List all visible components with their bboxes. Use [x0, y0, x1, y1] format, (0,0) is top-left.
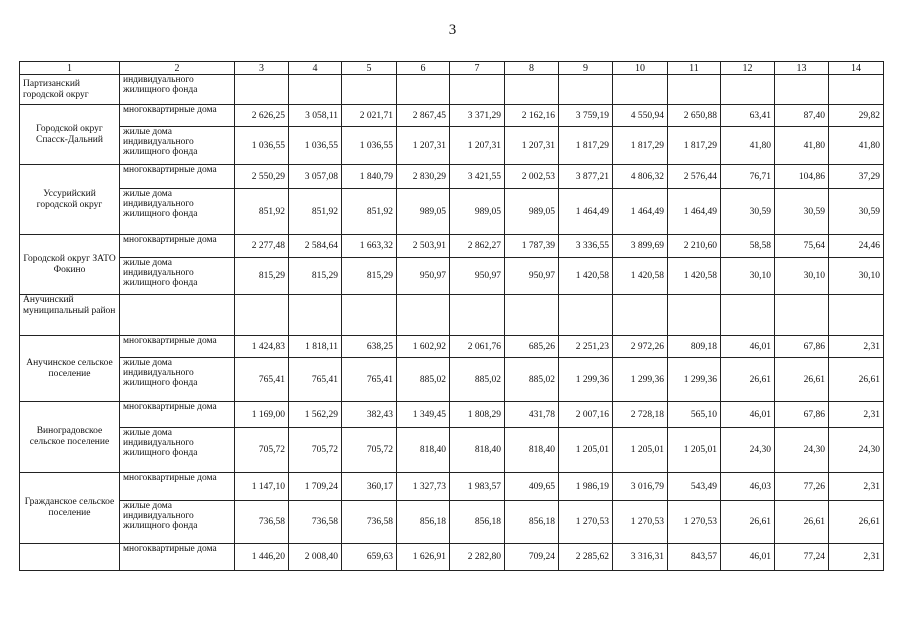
- value-cell: 3 371,29: [450, 105, 505, 127]
- district-name: Городской округ ЗАТО Фокино: [20, 235, 120, 295]
- value-cell: [235, 75, 289, 105]
- value-cell: 736,58: [342, 501, 397, 544]
- value-cell: 46,01: [721, 544, 775, 571]
- value-cell: 818,40: [397, 428, 450, 473]
- value-cell: 709,24: [505, 544, 559, 571]
- value-cell: 104,86: [775, 165, 829, 189]
- table-row: [20, 127, 884, 165]
- column-header-4: 4: [289, 62, 342, 75]
- value-cell: [559, 295, 613, 336]
- value-cell: 26,61: [829, 358, 884, 402]
- value-cell: [289, 295, 342, 336]
- value-cell: 26,61: [721, 501, 775, 544]
- value-cell: 818,40: [505, 428, 559, 473]
- value-cell: 3 316,31: [613, 544, 668, 571]
- value-cell: [235, 295, 289, 336]
- table-row: [20, 402, 884, 428]
- value-cell: 30,59: [829, 189, 884, 235]
- value-cell: 1 626,91: [397, 544, 450, 571]
- table-row: [20, 75, 884, 105]
- value-cell: 24,30: [721, 428, 775, 473]
- value-cell: 856,18: [450, 501, 505, 544]
- column-header-2: 2: [120, 62, 235, 75]
- value-cell: 2 021,71: [342, 105, 397, 127]
- value-cell: 1 420,58: [668, 258, 721, 295]
- value-cell: [668, 295, 721, 336]
- value-cell: 1 299,36: [559, 358, 613, 402]
- housing-type: жилые дома индивидуального жилищного фонда: [120, 189, 235, 235]
- value-cell: [775, 75, 829, 105]
- housing-type: [120, 295, 235, 336]
- value-cell: 2 503,91: [397, 235, 450, 258]
- district-name: Городской округ Спасск-Дальний: [20, 105, 120, 165]
- value-cell: 815,29: [342, 258, 397, 295]
- value-cell: 24,30: [829, 428, 884, 473]
- housing-type: многоквартирные дома: [120, 402, 235, 428]
- value-cell: 30,10: [721, 258, 775, 295]
- value-cell: 843,57: [668, 544, 721, 571]
- value-cell: 67,86: [775, 402, 829, 428]
- value-cell: 3 421,55: [450, 165, 505, 189]
- value-cell: 856,18: [505, 501, 559, 544]
- column-header-6: 6: [397, 62, 450, 75]
- district-name: Партизанский городской округ: [20, 75, 120, 105]
- value-cell: 2 210,60: [668, 235, 721, 258]
- value-cell: 1 817,29: [613, 127, 668, 165]
- value-cell: 2,31: [829, 336, 884, 358]
- value-cell: 1 663,32: [342, 235, 397, 258]
- value-cell: [289, 75, 342, 105]
- value-cell: 2 584,64: [289, 235, 342, 258]
- value-cell: 26,61: [721, 358, 775, 402]
- column-header-9: 9: [559, 62, 613, 75]
- value-cell: 2 002,53: [505, 165, 559, 189]
- value-cell: 1 817,29: [668, 127, 721, 165]
- value-cell: 765,41: [342, 358, 397, 402]
- value-cell: 41,80: [775, 127, 829, 165]
- column-header-11: 11: [668, 62, 721, 75]
- value-cell: 24,30: [775, 428, 829, 473]
- district-name: Анучинский муниципальный район: [20, 295, 120, 336]
- value-cell: 46,01: [721, 336, 775, 358]
- value-cell: 2,31: [829, 544, 884, 571]
- value-cell: 77,24: [775, 544, 829, 571]
- column-header-12: 12: [721, 62, 775, 75]
- value-cell: [505, 295, 559, 336]
- value-cell: 815,29: [235, 258, 289, 295]
- value-cell: 1 270,53: [559, 501, 613, 544]
- value-cell: [342, 295, 397, 336]
- housing-type: жилые дома индивидуального жилищного фонда: [120, 358, 235, 402]
- housing-type: многоквартирные дома: [120, 105, 235, 127]
- value-cell: 46,01: [721, 402, 775, 428]
- value-cell: 950,97: [450, 258, 505, 295]
- value-cell: 1 464,49: [668, 189, 721, 235]
- value-cell: 2 862,27: [450, 235, 505, 258]
- column-header-7: 7: [450, 62, 505, 75]
- value-cell: [668, 75, 721, 105]
- column-header-3: 3: [235, 62, 289, 75]
- value-cell: 705,72: [289, 428, 342, 473]
- table-row: [20, 165, 884, 189]
- table-row: [20, 358, 884, 402]
- housing-type: многоквартирные дома: [120, 235, 235, 258]
- value-cell: 26,61: [775, 501, 829, 544]
- value-cell: 1 205,01: [668, 428, 721, 473]
- value-cell: [613, 295, 668, 336]
- value-cell: 3 336,55: [559, 235, 613, 258]
- value-cell: 2 162,16: [505, 105, 559, 127]
- value-cell: 2 007,16: [559, 402, 613, 428]
- value-cell: 46,03: [721, 473, 775, 501]
- value-cell: 30,59: [721, 189, 775, 235]
- value-cell: 1 207,31: [450, 127, 505, 165]
- value-cell: 1 299,36: [613, 358, 668, 402]
- district-name: Виноградовское сельское поселение: [20, 402, 120, 473]
- table-row: [20, 336, 884, 358]
- value-cell: 2 008,40: [289, 544, 342, 571]
- value-cell: [342, 75, 397, 105]
- value-cell: 409,65: [505, 473, 559, 501]
- value-cell: 382,43: [342, 402, 397, 428]
- housing-type: многоквартирные дома: [120, 544, 235, 571]
- column-number-row: [20, 62, 884, 75]
- value-cell: 809,18: [668, 336, 721, 358]
- value-cell: 29,82: [829, 105, 884, 127]
- value-cell: 851,92: [342, 189, 397, 235]
- value-cell: 1 464,49: [559, 189, 613, 235]
- value-cell: 2 285,62: [559, 544, 613, 571]
- table-row: [20, 105, 884, 127]
- value-cell: 659,63: [342, 544, 397, 571]
- value-cell: 67,86: [775, 336, 829, 358]
- housing-type: многоквартирные дома: [120, 473, 235, 501]
- column-header-1: 1: [20, 62, 120, 75]
- value-cell: 1 562,29: [289, 402, 342, 428]
- value-cell: 543,49: [668, 473, 721, 501]
- table-row: [20, 501, 884, 544]
- value-cell: 989,05: [450, 189, 505, 235]
- table-row: [20, 258, 884, 295]
- value-cell: [505, 75, 559, 105]
- value-cell: 2 650,88: [668, 105, 721, 127]
- value-cell: 431,78: [505, 402, 559, 428]
- value-cell: 1 270,53: [668, 501, 721, 544]
- value-cell: 3 057,08: [289, 165, 342, 189]
- value-cell: 3 058,11: [289, 105, 342, 127]
- value-cell: [397, 75, 450, 105]
- value-cell: 1 207,31: [505, 127, 559, 165]
- table-row: [20, 428, 884, 473]
- housing-type: индивидуального жилищного фонда: [120, 75, 235, 105]
- value-cell: 1 709,24: [289, 473, 342, 501]
- value-cell: 30,59: [775, 189, 829, 235]
- value-cell: 736,58: [235, 501, 289, 544]
- value-cell: 1 983,57: [450, 473, 505, 501]
- value-cell: 1 169,00: [235, 402, 289, 428]
- value-cell: 24,46: [829, 235, 884, 258]
- value-cell: 77,26: [775, 473, 829, 501]
- value-cell: 2 550,29: [235, 165, 289, 189]
- value-cell: 765,41: [235, 358, 289, 402]
- table-row: [20, 473, 884, 501]
- value-cell: 30,10: [829, 258, 884, 295]
- value-cell: 565,10: [668, 402, 721, 428]
- value-cell: 2 626,25: [235, 105, 289, 127]
- column-header-10: 10: [613, 62, 668, 75]
- value-cell: 87,40: [775, 105, 829, 127]
- value-cell: 63,41: [721, 105, 775, 127]
- value-cell: 989,05: [397, 189, 450, 235]
- value-cell: 1 299,36: [668, 358, 721, 402]
- value-cell: [721, 75, 775, 105]
- value-cell: 3 759,19: [559, 105, 613, 127]
- district-name: Анучинское сельское поселение: [20, 336, 120, 402]
- value-cell: 2 576,44: [668, 165, 721, 189]
- housing-type: жилые дома индивидуального жилищного фонда: [120, 428, 235, 473]
- value-cell: 736,58: [289, 501, 342, 544]
- value-cell: 1 424,83: [235, 336, 289, 358]
- value-cell: [829, 295, 884, 336]
- tariff-table: [19, 61, 884, 571]
- value-cell: 2 867,45: [397, 105, 450, 127]
- value-cell: 1 817,29: [559, 127, 613, 165]
- value-cell: 851,92: [289, 189, 342, 235]
- district-name: Уссурийский городской округ: [20, 165, 120, 235]
- value-cell: 851,92: [235, 189, 289, 235]
- value-cell: 26,61: [829, 501, 884, 544]
- value-cell: 1 207,31: [397, 127, 450, 165]
- value-cell: [613, 75, 668, 105]
- value-cell: 3 877,21: [559, 165, 613, 189]
- value-cell: 2 277,48: [235, 235, 289, 258]
- value-cell: 638,25: [342, 336, 397, 358]
- value-cell: 30,10: [775, 258, 829, 295]
- value-cell: 705,72: [342, 428, 397, 473]
- district-name: [20, 544, 120, 571]
- value-cell: [397, 295, 450, 336]
- value-cell: 885,02: [505, 358, 559, 402]
- value-cell: 815,29: [289, 258, 342, 295]
- value-cell: 2 061,76: [450, 336, 505, 358]
- value-cell: 1 986,19: [559, 473, 613, 501]
- value-cell: 76,71: [721, 165, 775, 189]
- value-cell: 58,58: [721, 235, 775, 258]
- value-cell: 1 464,49: [613, 189, 668, 235]
- table-row: [20, 295, 884, 336]
- value-cell: [450, 75, 505, 105]
- value-cell: 685,26: [505, 336, 559, 358]
- value-cell: 2 251,23: [559, 336, 613, 358]
- value-cell: [829, 75, 884, 105]
- column-header-8: 8: [505, 62, 559, 75]
- value-cell: 1 818,11: [289, 336, 342, 358]
- value-cell: 885,02: [397, 358, 450, 402]
- value-cell: 1 036,55: [289, 127, 342, 165]
- value-cell: 1 602,92: [397, 336, 450, 358]
- housing-type: жилые дома индивидуального жилищного фонда: [120, 127, 235, 165]
- table-row: [20, 544, 884, 571]
- value-cell: 1 205,01: [559, 428, 613, 473]
- value-cell: 1 270,53: [613, 501, 668, 544]
- value-cell: 2,31: [829, 473, 884, 501]
- value-cell: 41,80: [829, 127, 884, 165]
- value-cell: 2 282,80: [450, 544, 505, 571]
- value-cell: 1 327,73: [397, 473, 450, 501]
- page-number: 3: [448, 22, 457, 38]
- column-header-14: 14: [829, 62, 884, 75]
- value-cell: [559, 75, 613, 105]
- value-cell: 2 972,26: [613, 336, 668, 358]
- value-cell: 765,41: [289, 358, 342, 402]
- value-cell: 950,97: [397, 258, 450, 295]
- column-header-5: 5: [342, 62, 397, 75]
- value-cell: 885,02: [450, 358, 505, 402]
- value-cell: 3 899,69: [613, 235, 668, 258]
- value-cell: 1 840,79: [342, 165, 397, 189]
- value-cell: 37,29: [829, 165, 884, 189]
- value-cell: 3 016,79: [613, 473, 668, 501]
- housing-type: жилые дома индивидуального жилищного фонда: [120, 501, 235, 544]
- value-cell: 950,97: [505, 258, 559, 295]
- value-cell: 1 787,39: [505, 235, 559, 258]
- value-cell: 1 205,01: [613, 428, 668, 473]
- value-cell: 705,72: [235, 428, 289, 473]
- housing-type: жилые дома индивидуального жилищного фонда: [120, 258, 235, 295]
- value-cell: 1 420,58: [559, 258, 613, 295]
- table-row: [20, 235, 884, 258]
- value-cell: 41,80: [721, 127, 775, 165]
- column-header-13: 13: [775, 62, 829, 75]
- value-cell: 26,61: [775, 358, 829, 402]
- value-cell: 1 420,58: [613, 258, 668, 295]
- value-cell: 4 806,32: [613, 165, 668, 189]
- value-cell: 2,31: [829, 402, 884, 428]
- value-cell: 989,05: [505, 189, 559, 235]
- table-row: [20, 189, 884, 235]
- district-name: Гражданское сельское поселение: [20, 473, 120, 544]
- value-cell: 1 808,29: [450, 402, 505, 428]
- value-cell: 1 036,55: [235, 127, 289, 165]
- housing-type: многоквартирные дома: [120, 165, 235, 189]
- value-cell: 818,40: [450, 428, 505, 473]
- value-cell: [775, 295, 829, 336]
- value-cell: 1 036,55: [342, 127, 397, 165]
- housing-type: многоквартирные дома: [120, 336, 235, 358]
- value-cell: [450, 295, 505, 336]
- value-cell: 75,64: [775, 235, 829, 258]
- value-cell: [721, 295, 775, 336]
- value-cell: 1 349,45: [397, 402, 450, 428]
- value-cell: 4 550,94: [613, 105, 668, 127]
- value-cell: 2 728,18: [613, 402, 668, 428]
- value-cell: 856,18: [397, 501, 450, 544]
- value-cell: 2 830,29: [397, 165, 450, 189]
- value-cell: 360,17: [342, 473, 397, 501]
- value-cell: 1 147,10: [235, 473, 289, 501]
- value-cell: 1 446,20: [235, 544, 289, 571]
